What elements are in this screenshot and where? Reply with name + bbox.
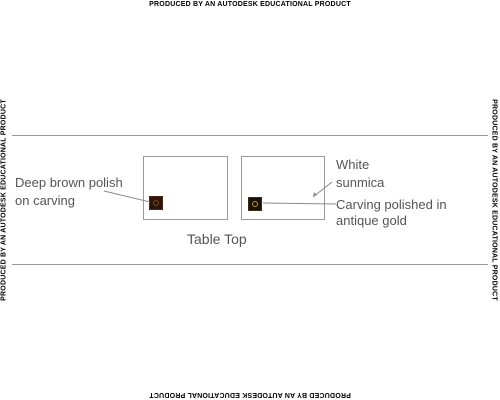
carving-motif-icon xyxy=(153,200,159,206)
left-panel xyxy=(143,156,228,220)
watermark-top: PRODUCED BY AN AUTODESK EDUCATIONAL PRODUCT xyxy=(149,1,351,8)
table-top-title: Table Top xyxy=(187,231,247,247)
brown-carving-swatch xyxy=(149,196,163,210)
gold-carving-swatch xyxy=(248,197,262,211)
antique-gold-label-line2: antique gold xyxy=(336,213,407,228)
white-sunmica-label-line2: sunmica xyxy=(336,175,385,190)
watermark-left: PRODUCED BY AN AUTODESK EDUCATIONAL PRODUCT xyxy=(0,99,8,301)
watermark-bottom: PRODUCED BY AN AUTODESK EDUCATIONAL PRODUCT xyxy=(149,391,351,398)
brown-polish-label-line2: on carving xyxy=(15,193,75,208)
watermark-right: PRODUCED BY AN AUTODESK EDUCATIONAL PRODUCT xyxy=(490,99,498,301)
carving-motif-icon xyxy=(252,201,258,207)
antique-gold-label-line1: Carving polished in xyxy=(336,197,447,212)
white-sunmica-label-line1: White xyxy=(336,157,370,172)
table-top-upper-edge xyxy=(12,135,488,136)
brown-polish-label-line1: Deep brown polish xyxy=(15,175,123,190)
table-top-lower-edge xyxy=(12,264,488,265)
